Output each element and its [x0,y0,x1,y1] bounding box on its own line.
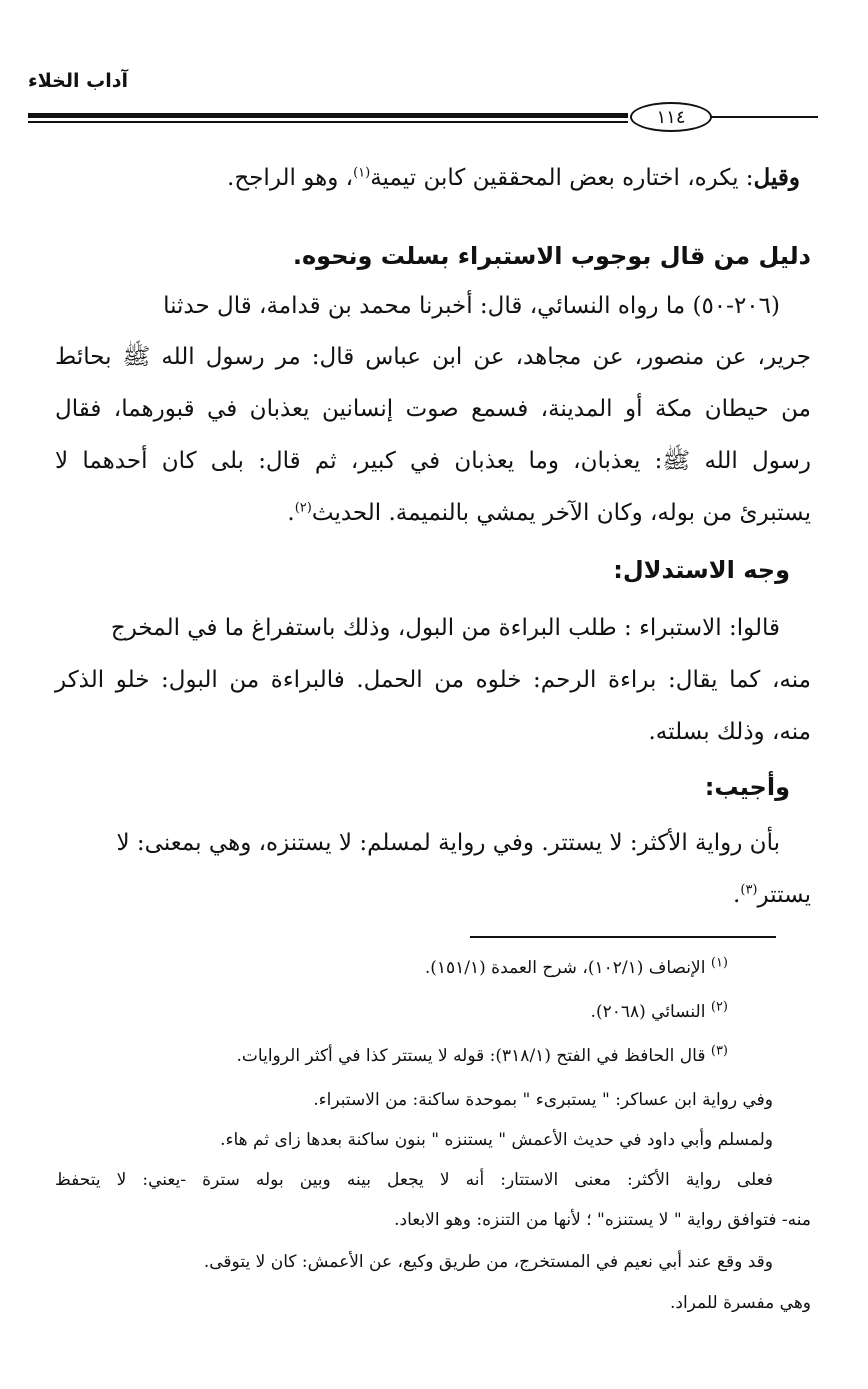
bold-term: وقيل [753,164,800,191]
footnote-line: وهي مفسرة للمراد. [669,1293,811,1313]
text-line: قالوا: الاستبراء : طلب البراءة من البول، وذلك باستفراغ ما في المخرج [110,615,780,641]
footnote-line: منه- فتوافق رواية " لا يستنزه" ؛ لأنها من التنزه: وهو الابعاد. [394,1210,811,1230]
footnote-separator [470,936,776,938]
running-title: آداب الخلاء [28,70,128,92]
footnote-line: فعلى رواية الأكثر: معنى الاستتار: أنه لا يجعل بينه وبين بوله سترة -يعني: لا يتحفظ [55,1170,773,1190]
footnote [591,1000,728,1024]
text-line: منه، وذلك بسلته. [648,719,811,745]
footnote-mark: (٢) [710,999,728,1015]
footnote-ref: (١) [353,165,371,181]
text-span: : يكره، اختاره بعض المحققين كابن تيمية [370,165,754,191]
footnote [425,956,728,980]
text-line [287,498,811,528]
text-line: جرير، عن منصور، عن مجاهد، عن ابن عباس قال: مر رسول الله ﷺ بحائط [55,344,811,370]
text-line: منه، كما يقال: براءة الرحم: خلوه من الحمل. فالبراءة من البول: خلو الذكر [55,667,811,693]
text-span: يستتر [757,882,811,908]
page-number: ١١٤ [656,106,686,128]
footnote-ref: (٢) [294,500,312,516]
footnote [237,1044,728,1068]
footnote-line: وفي رواية ابن عساكر: " يستبرىء " بموحدة ساكنة: من الاستبراء. [313,1090,773,1110]
footnote-ref: (٣) [740,882,758,898]
header-rule-thin [28,121,628,123]
text-span: يستبرئ من بوله، وكان الآخر يمشي بالنميمة. الحديث [311,500,811,526]
footnote-line: وقد وقع عند أبي نعيم في المستخرج، من طريق وكيع، عن الأعمش: كان لا يتوقى. [203,1252,773,1272]
text-line: (٢٠٦-٥٠) ما رواه النسائي، قال: أخبرنا محمد بن قدامة، قال حدثنا [163,293,780,319]
text-line [733,880,811,910]
text-line [227,163,800,193]
footnote-mark: (١) [710,955,728,971]
footnote-line: ولمسلم وأبي داود في حديث الأعمش " يستنزه " بنون ساكنة بعدها زاى ثم هاء. [220,1130,773,1150]
header-rule [28,113,628,118]
section-heading: دليل من قال بوجوب الاستبراء بسلت ونحوه. [292,242,811,270]
text-line: رسول الله ﷺ: يعذبان، وما يعذبان في كبير، ثم قال: بلى كان أحدهما لا [55,448,811,474]
footnote-text: الإنصاف (١٠٢/١)، شرح العمدة (١٥١/١). [424,958,706,978]
text-span: . [287,500,295,526]
subheading: وأجيب: [704,773,790,801]
text-span: . [733,882,741,908]
footnote-text: النسائي (٢٠٦٨). [590,1002,706,1022]
text-line: من حيطان مكة أو المدينة، فسمع صوت إنسانين يعذبان في قبورهما، فقال [55,396,811,422]
subheading: وجه الاستدلال: [613,556,790,584]
page-number-badge [630,102,712,132]
footnote-text: قال الحافظ في الفتح (٣١٨/١): قوله لا يستتر كذا في أكثر الروايات. [236,1046,706,1066]
text-span: ، وهو الراجح. [227,165,354,191]
footnote-mark: (٣) [710,1043,728,1059]
text-line: بأن رواية الأكثر: لا يستتر. وفي رواية لمسلم: لا يستنزه، وهي بمعنى: لا [116,830,780,856]
header-rule-right [706,116,818,118]
